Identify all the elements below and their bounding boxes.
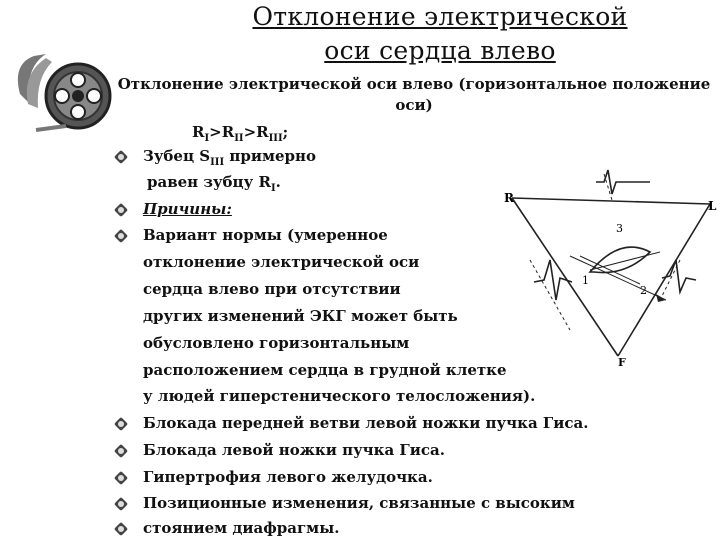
label-2: 2 xyxy=(640,284,647,297)
formula-gt-2: >R xyxy=(243,123,269,141)
variant-line-1: Вариант нормы (умеренное xyxy=(143,226,388,244)
label-f: F xyxy=(618,356,626,369)
title-line-1: Отклонение электрической xyxy=(252,2,628,31)
formula-sub-3: III xyxy=(268,133,283,144)
subtitle-line-2: оси) xyxy=(395,96,433,114)
block-left: Блокада левой ножки пучка Гиса. xyxy=(143,441,445,459)
qrs-complex-lead-i xyxy=(596,170,650,194)
diamond-bullet-icon xyxy=(114,229,128,243)
formula-gt-1: >R xyxy=(209,123,235,141)
lead-i-axis xyxy=(512,198,710,204)
diamond-bullet-icon xyxy=(114,522,128,536)
title-line-2: оси сердца влево xyxy=(324,36,556,65)
diamond-bullet-icon xyxy=(114,417,128,431)
tooth-suffix: примерно xyxy=(224,147,317,165)
subtitle xyxy=(108,74,720,116)
qrs-complex-lead-iii xyxy=(662,260,696,292)
page-title xyxy=(160,0,720,68)
label-3: 3 xyxy=(616,222,623,235)
variant-line-6: расположением сердца в грудной клетке xyxy=(143,361,507,379)
formula-end: ; xyxy=(282,123,289,141)
variant-line-5: обусловлено горизонтальным xyxy=(143,334,410,352)
variant-line-4: других изменений ЭКГ может быть xyxy=(143,307,458,325)
positional-line-1: Позиционные изменения, связанные с высоким xyxy=(143,494,575,512)
diamond-bullet-icon xyxy=(114,497,128,511)
formula-sub-1: I xyxy=(204,133,210,144)
tooth-prefix: Зубец S xyxy=(143,147,211,165)
diamond-bullet-icon xyxy=(114,471,128,485)
tooth-line-2 xyxy=(147,172,281,199)
variant-line-7: у людей гиперстенического телосложения). xyxy=(143,387,536,405)
diamond-bullet-icon xyxy=(114,444,128,458)
label-r: R xyxy=(504,191,514,205)
diamond-bullet-icon xyxy=(114,203,128,217)
variant-line-2: отклонение электрической оси xyxy=(143,253,420,271)
lead-ii-axis xyxy=(512,198,618,356)
tooth2-sub: I xyxy=(270,183,276,194)
hypertrophy: Гипертрофия левого желудочка. xyxy=(143,468,433,486)
diamond-bullet-icon xyxy=(114,150,128,164)
formula-r1: R xyxy=(192,123,205,141)
variant-line-3: сердца влево при отсутствии xyxy=(143,280,401,298)
subtitle-line-1: Отклонение электрической оси влево (горизонтальное положение xyxy=(117,75,711,93)
tooth-sub: III xyxy=(210,157,225,168)
reasons-heading: Причины: xyxy=(143,200,232,218)
tooth2-suffix: . xyxy=(275,173,281,191)
einthoven-triangle-diagram xyxy=(500,160,720,370)
tooth-line-1 xyxy=(143,146,316,173)
label-l: L xyxy=(708,199,717,213)
label-1: 1 xyxy=(582,274,589,287)
block-anterior: Блокада передней ветви левой ножки пучка Гиса. xyxy=(143,414,589,432)
tooth2-prefix: равен зубцу R xyxy=(147,173,271,191)
qrs-complex-lead-ii xyxy=(534,260,572,300)
positional-line-2: стоянием диафрагмы. xyxy=(143,519,340,537)
film-reel-icon xyxy=(6,34,114,146)
formula xyxy=(192,122,288,149)
formula-sub-2: II xyxy=(234,133,244,144)
